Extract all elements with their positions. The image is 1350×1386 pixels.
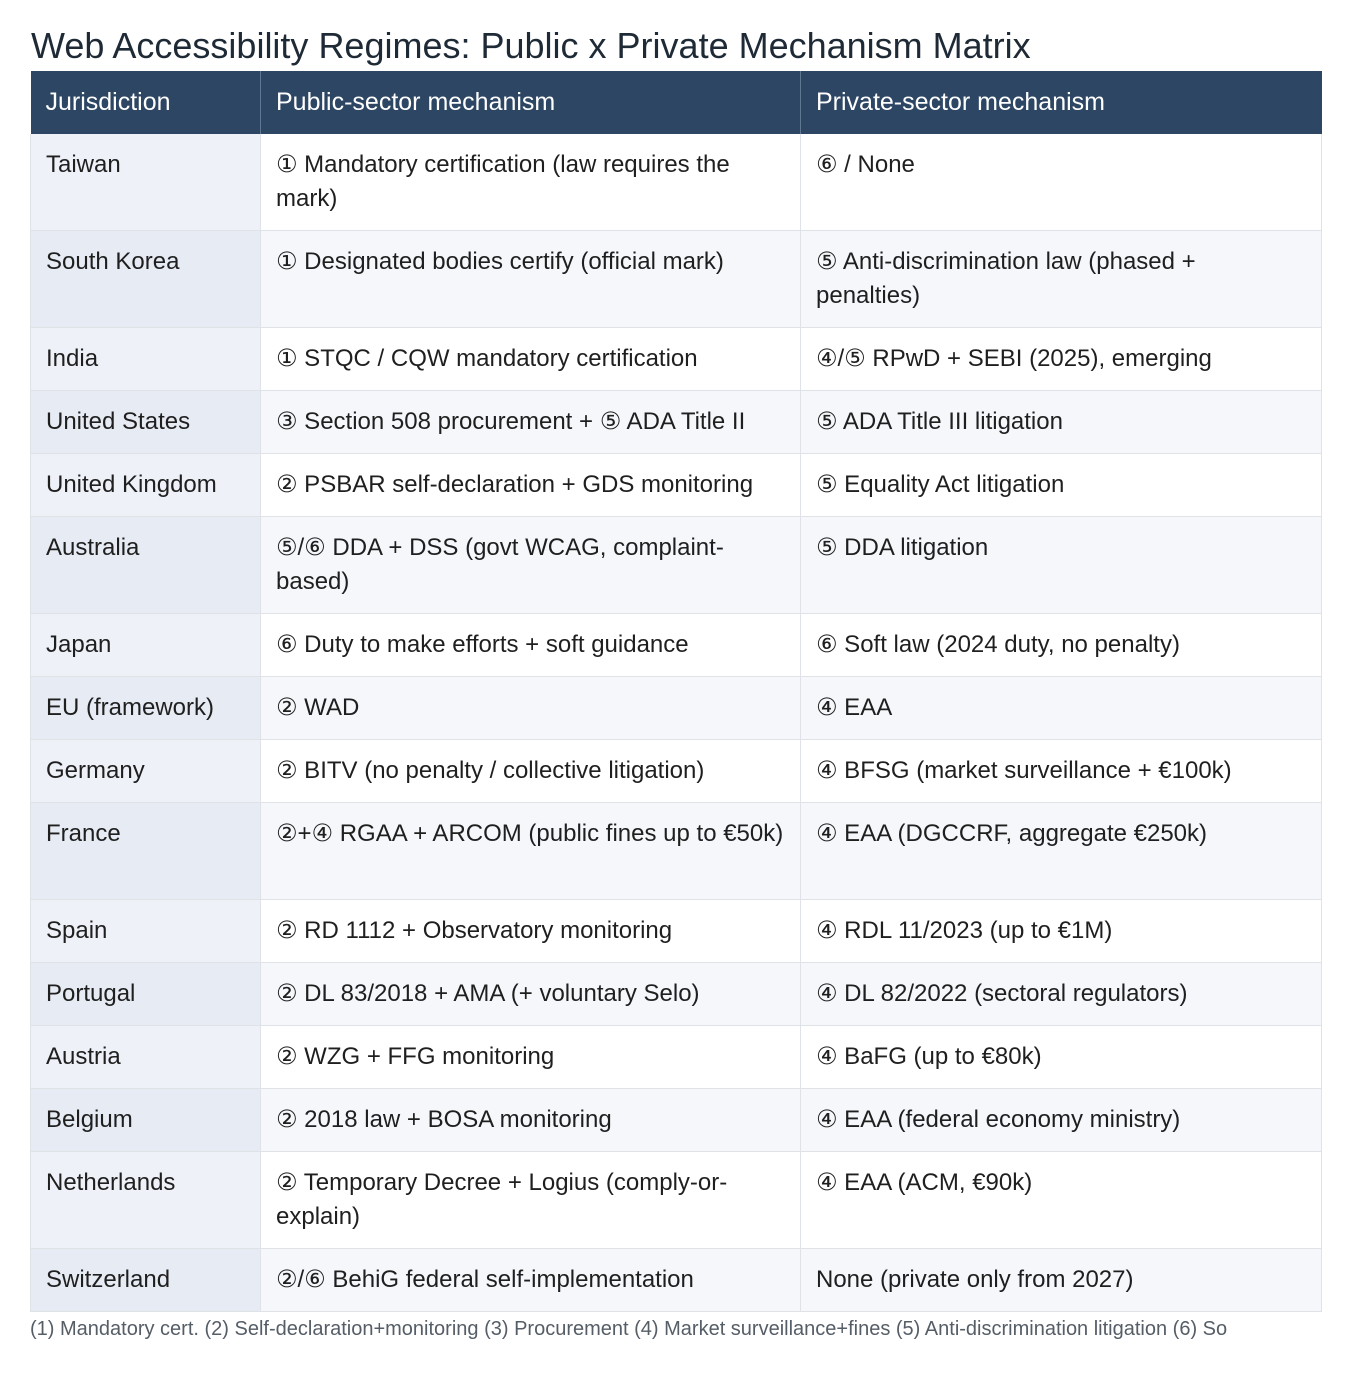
public-mechanism-cell: ① Designated bodies certify (official mark) — [261, 231, 801, 328]
private-mechanism-cell: ④ EAA (federal economy ministry) — [801, 1089, 1322, 1152]
table-row — [31, 677, 1322, 740]
table-row — [31, 614, 1322, 677]
private-mechanism-cell: ⑥ / None — [801, 134, 1322, 231]
jurisdiction-cell: India — [31, 328, 261, 391]
table-row — [31, 1089, 1322, 1152]
jurisdiction-cell: South Korea — [31, 231, 261, 328]
mechanism-legend: (1) Mandatory cert. (2) Self-declaration+monitoring (3) Procurement (4) Market surveillance+fines (5) Anti-discrimination litigation (6) So — [30, 1318, 1228, 1340]
table-row — [31, 231, 1322, 328]
table-row — [31, 134, 1322, 231]
public-mechanism-cell: ② Temporary Decree + Logius (comply-or-explain) — [261, 1152, 801, 1249]
public-mechanism-cell: ① Mandatory certification (law requires the mark) — [261, 134, 801, 231]
header-jurisdiction: Jurisdiction — [31, 71, 261, 134]
public-mechanism-cell: ① STQC / CQW mandatory certification — [261, 328, 801, 391]
public-mechanism-cell: ② BITV (no penalty / collective litigation) — [261, 740, 801, 803]
header-public-sector: Public-sector mechanism — [261, 71, 801, 134]
public-mechanism-cell: ② RD 1112 + Observatory monitoring — [261, 900, 801, 963]
public-mechanism-cell: ②/⑥ BehiG federal self-implementation — [261, 1249, 801, 1312]
private-mechanism-cell: ④ EAA (DGCCRF, aggregate €250k) — [801, 803, 1322, 900]
private-mechanism-cell: ⑤ Anti-discrimination law (phased + penalties) — [801, 231, 1322, 328]
jurisdiction-cell: EU (framework) — [31, 677, 261, 740]
table-row — [31, 803, 1322, 900]
page-title: Web Accessibility Regimes: Public x Private Mechanism Matrix — [31, 25, 1031, 66]
private-mechanism-cell: ⑤ DDA litigation — [801, 517, 1322, 614]
jurisdiction-cell: Germany — [31, 740, 261, 803]
public-mechanism-cell: ② WAD — [261, 677, 801, 740]
public-mechanism-cell: ⑤/⑥ DDA + DSS (govt WCAG, complaint-based) — [261, 517, 801, 614]
table-body — [31, 134, 1322, 1312]
public-mechanism-cell: ⑥ Duty to make efforts + soft guidance — [261, 614, 801, 677]
mechanism-matrix-table — [30, 71, 1322, 1312]
jurisdiction-cell: Taiwan — [31, 134, 261, 231]
private-mechanism-cell: ⑤ Equality Act litigation — [801, 454, 1322, 517]
table-row — [31, 900, 1322, 963]
table-row — [31, 328, 1322, 391]
jurisdiction-cell: United States — [31, 391, 261, 454]
public-mechanism-cell: ② WZG + FFG monitoring — [261, 1026, 801, 1089]
private-mechanism-cell: ⑤ ADA Title III litigation — [801, 391, 1322, 454]
private-mechanism-cell: None (private only from 2027) — [801, 1249, 1322, 1312]
table-header — [31, 71, 1322, 134]
public-mechanism-cell: ② 2018 law + BOSA monitoring — [261, 1089, 801, 1152]
jurisdiction-cell: Spain — [31, 900, 261, 963]
table-row — [31, 963, 1322, 1026]
public-mechanism-cell: ②+④ RGAA + ARCOM (public fines up to €50k) — [261, 803, 801, 900]
table-row — [31, 517, 1322, 614]
jurisdiction-cell: United Kingdom — [31, 454, 261, 517]
table-row — [31, 454, 1322, 517]
table-row — [31, 740, 1322, 803]
jurisdiction-cell: Netherlands — [31, 1152, 261, 1249]
table-row — [31, 391, 1322, 454]
private-mechanism-cell: ④ RDL 11/2023 (up to €1M) — [801, 900, 1322, 963]
table-row — [31, 1249, 1322, 1312]
private-mechanism-cell: ④ DL 82/2022 (sectoral regulators) — [801, 963, 1322, 1026]
jurisdiction-cell: Japan — [31, 614, 261, 677]
jurisdiction-cell: Austria — [31, 1026, 261, 1089]
private-mechanism-cell: ④ EAA (ACM, €90k) — [801, 1152, 1322, 1249]
jurisdiction-cell: Belgium — [31, 1089, 261, 1152]
private-mechanism-cell: ④/⑤ RPwD + SEBI (2025), emerging — [801, 328, 1322, 391]
private-mechanism-cell: ④ EAA — [801, 677, 1322, 740]
header-row — [31, 71, 1322, 134]
public-mechanism-cell: ② DL 83/2018 + AMA (+ voluntary Selo) — [261, 963, 801, 1026]
jurisdiction-cell: France — [31, 803, 261, 900]
jurisdiction-cell: Portugal — [31, 963, 261, 1026]
private-mechanism-cell: ④ BaFG (up to €80k) — [801, 1026, 1322, 1089]
table-row — [31, 1152, 1322, 1249]
private-mechanism-cell: ④ BFSG (market surveillance + €100k) — [801, 740, 1322, 803]
public-mechanism-cell: ③ Section 508 procurement + ⑤ ADA Title II — [261, 391, 801, 454]
private-mechanism-cell: ⑥ Soft law (2024 duty, no penalty) — [801, 614, 1322, 677]
public-mechanism-cell: ② PSBAR self-declaration + GDS monitoring — [261, 454, 801, 517]
jurisdiction-cell: Australia — [31, 517, 261, 614]
jurisdiction-cell: Switzerland — [31, 1249, 261, 1312]
header-private-sector: Private-sector mechanism — [801, 71, 1322, 134]
table-row — [31, 1026, 1322, 1089]
